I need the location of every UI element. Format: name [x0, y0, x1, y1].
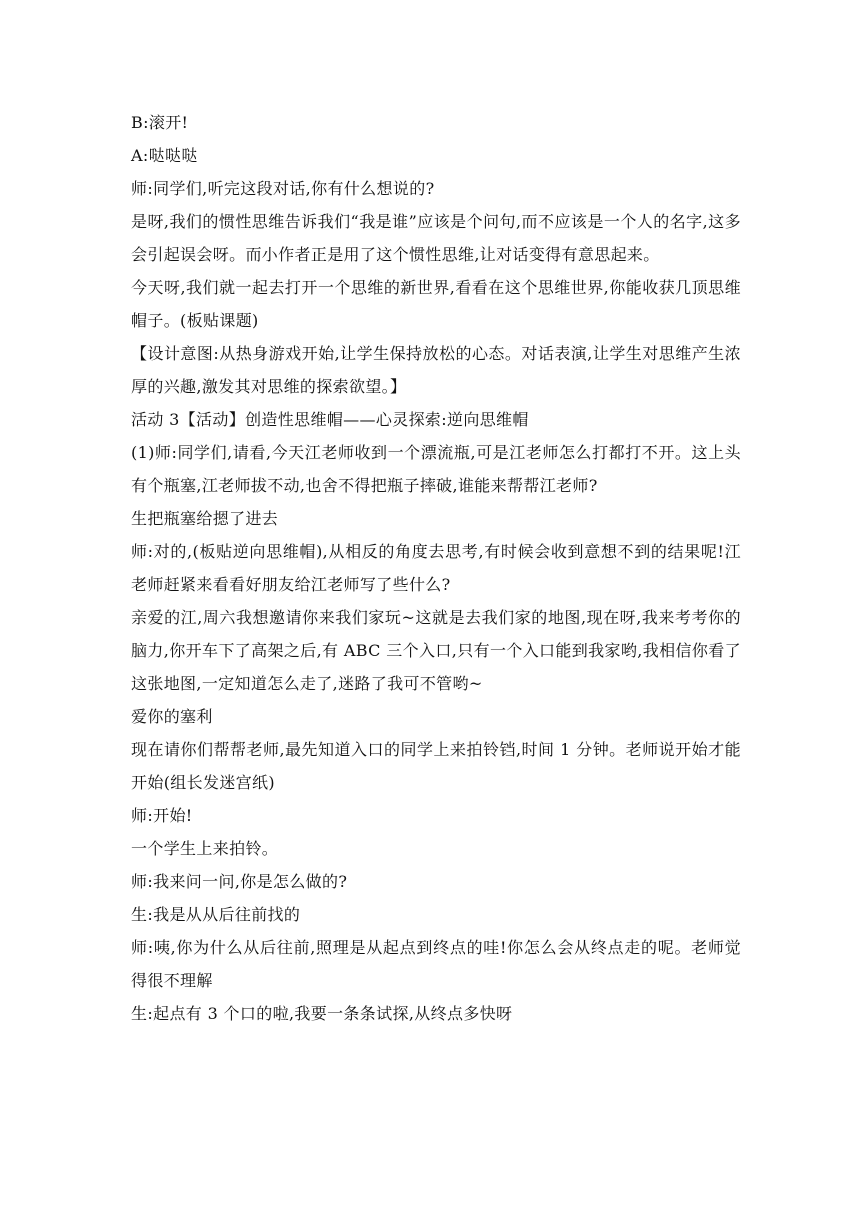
teacher-followup-line: 师:咦,你为什么从后往前,照理是从起点到终点的哇!你怎么会从终点走的呢。老师觉得很不理解 [131, 938, 741, 990]
student-bell-line: 一个学生上来拍铃。 [131, 839, 279, 858]
letter-body: 亲爱的江,周六我想邀请你来我们家玩~这就是去我们家的地图,现在呀,我来考考你的脑力,你开车下了高架之后,有 ABC 三个入口,只有一个入口能到我家哟,我相信你看了这张地图,一定知道怎么走了,迷路了我可不管哟~ [131, 608, 741, 693]
dialogue-line-a: A:哒哒哒 [131, 146, 198, 165]
maze-task-paragraph: 现在请你们帮帮老师,最先知道入口的同学上来拍铃铛,时间 1 分钟。老师说开始才能开始(组长发迷宫纸) [131, 740, 741, 792]
student-answer-line: 生:我是从从后往前找的 [131, 905, 301, 924]
student-explanation-line: 生:起点有 3 个口的啦,我要一条条试探,从终点多快呀 [131, 1004, 513, 1023]
document-body [131, 106, 741, 1030]
design-intent-note: 【设计意图:从热身游戏开始,让学生保持放松的心态。对话表演,让学生对思维产生浓厚的兴趣,激发其对思维的探索欲望。】 [131, 344, 741, 396]
teacher-ask-line: 师:我来问一问,你是怎么做的? [131, 872, 348, 891]
drift-bottle-paragraph: (1)师:同学们,请看,今天江老师收到一个漂流瓶,可是江老师怎么打都打不开。这上头有个瓶塞,江老师拔不动,也舍不得把瓶子摔破,谁能来帮帮江老师? [131, 443, 741, 495]
letter-signature: 爱你的塞利 [131, 707, 213, 726]
dialogue-line-b: B:滚开! [131, 113, 189, 132]
introduction-paragraph: 今天呀,我们就一起去打开一个思维的新世界,看看在这个思维世界,你能收获几顶思维帽子。(板贴课题) [131, 278, 741, 330]
student-action-line: 生把瓶塞给摁了进去 [131, 509, 279, 528]
inertial-thinking-paragraph: 是呀,我们的惯性思维告诉我们“我是谁”应该是个问句,而不应该是一个人的名字,这多会引起误会呀。而小作者正是用了这个惯性思维,让对话变得有意思起来。 [131, 212, 741, 264]
reverse-thinking-paragraph: 师:对的,(板贴逆向思维帽),从相反的角度去思考,有时候会收到意想不到的结果呢!江老师赶紧来看看好朋友给江老师写了些什么? [131, 542, 741, 594]
activity-heading: 活动 3【活动】创造性思维帽——心灵探索:逆向思维帽 [131, 410, 529, 429]
teacher-start-line: 师:开始! [131, 806, 193, 825]
teacher-question: 师:同学们,听完这段对话,你有什么想说的? [131, 179, 435, 198]
